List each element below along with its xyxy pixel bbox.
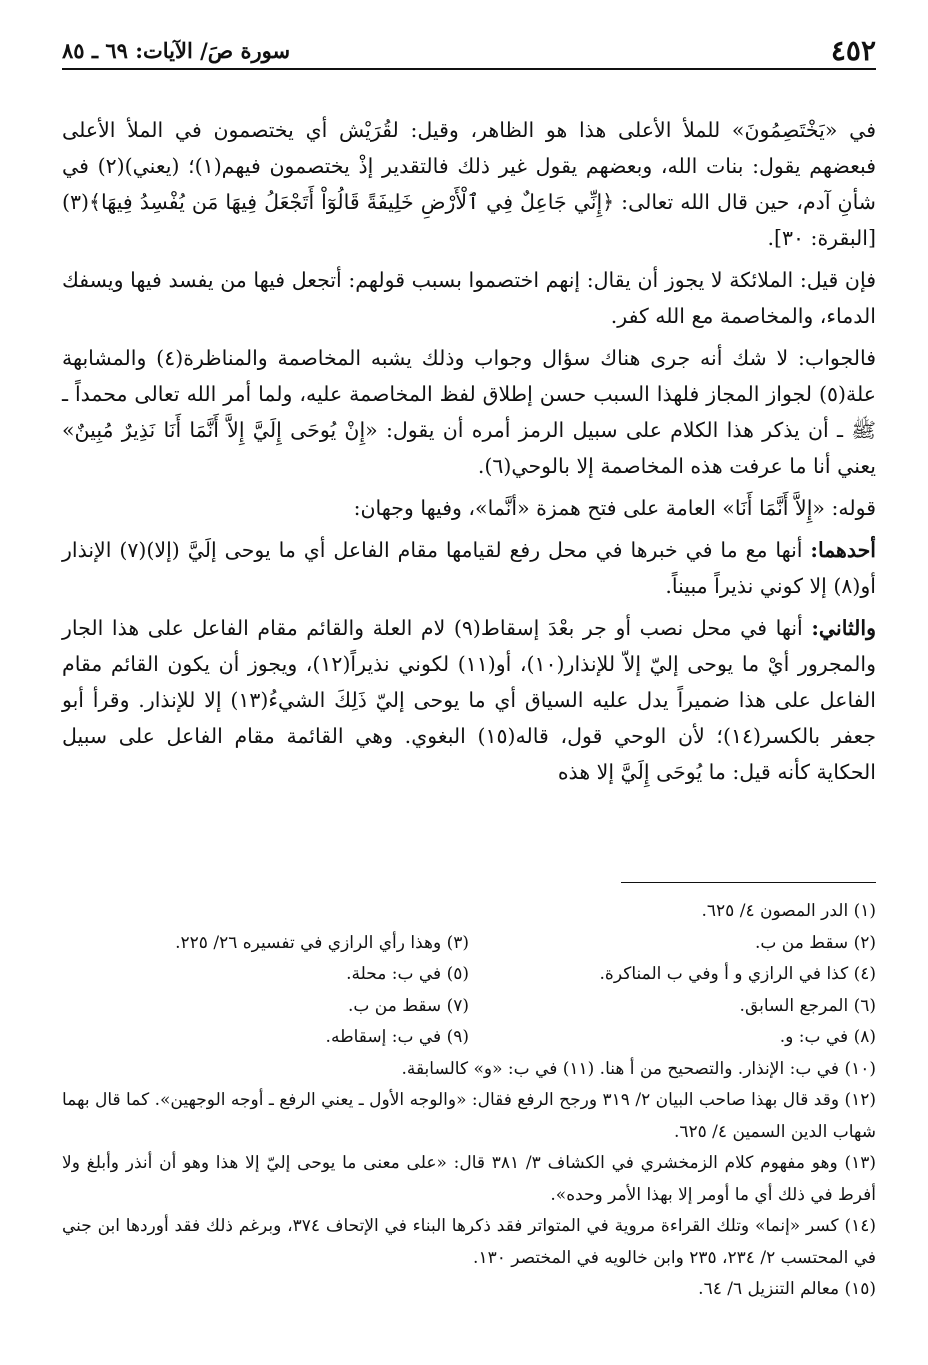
footnote: (٧) سقط من ب. [347, 995, 469, 1016]
footnotes [62, 896, 876, 1306]
paragraph-lead: أحدهما: [810, 538, 876, 562]
footnote: (١) الدر المصون ٤/ ٦٢٥. [701, 901, 876, 921]
footnote: (١٥) معالم التنزيل ٦/ ٦٤. [698, 1279, 876, 1299]
paragraph: فإن قيل: الملائكة لا يجوز أن يقال: إنهم اختصموا بسبب قولهم: أتجعل فيها من يفسد فيها ويسفك الدماء، والمخاصمة مع الله كفر. [62, 268, 876, 328]
footnote: (١٤) كسر «إنما» وتلك القراءة مروية في المتواتر فقد ذكرها البناء في الإتحاف ٣٧٤، وبرغم ذلك فقد أوردها ابن جني في المحتسب ٢/ ٢٣٤، ٢٣٥ وابن خالويه في المختصر ١٣٠. [62, 1216, 876, 1268]
paragraph: أحدهما: أنها مع ما في خبرها في محل رفع لقيامها مقام الفاعل أي ما يوحى إلَيَّ (إلا)(٧) الإنذار أو(٨) إلا كوني نذيراً مبيناً. [62, 538, 876, 598]
paragraph: قوله: «إِلاَّ أَنَّمَا أَنَا» العامة على فتح همزة «أنَّما»، وفيها وجهان: [353, 496, 876, 520]
footnote: (٨) في ب: و. [779, 1027, 876, 1047]
header-rule [62, 68, 876, 70]
paragraph: فالجواب: لا شك أنه جرى هناك سؤال وجواب وذلك يشبه المخاصمة والمناظرة(٤) والمشابهة علة(٥) لجواز المجاز فلهذا السبب حسن إطلاق لفظ المخاصمة عليه، ولما أمر الله تعالى محمداً ـ ﷺ ـ أن يذكر هذا الكلام على سبيل الرمز أمره أن يقول: «إِنْ يُوحَى إِلَيَّ إِلاَّ أَنَّمَا أَنَا نَذِيرٌ مُبِينٌ» يعني أنا ما عرفت هذه المخاصمة إلا بالوحي(٦). [62, 346, 877, 478]
footnote: (٩) في ب: إسقاطه. [325, 1027, 469, 1047]
paragraph-lead: والثاني: [811, 616, 876, 640]
footnote: (٢) سقط من ب. [754, 932, 876, 953]
footnote: (٣) وهذا رأي الرازي في تفسيره ٢٦/ ٢٢٥. [175, 932, 469, 953]
footnote: (١٢) وقد قال بهذا صاحب البيان ٢/ ٣١٩ ورجح الرفع فقال: «والوجه الأول ـ يعني الرفع ـ أوجه الوجهين». كما قال بهما شهاب الدين السمين ٤/ ٦٢٥. [62, 1090, 877, 1142]
footnote: (٥) في ب: محلة. [346, 964, 469, 984]
page-number: ٤٥٢ [830, 34, 876, 67]
footnote: (٤) كذا في الرازي و أ وفي ب المناكرة. [599, 964, 876, 984]
footnote: (١٣) وهو مفهوم كلام الزمخشري في الكشاف ٣/ ٣٨١ قال: «على معنى ما يوحى إليّ إلا هذا وهو أن أنذر وأبلغ ولا أفرط في ذلك أي ما أومر إلا بهذا الأمر وحده». [62, 1153, 876, 1205]
main-text [62, 112, 876, 796]
paragraph: والثاني: أنها في محل نصب أو جر بعْدَ إسقاط(٩) لام العلة والقائم مقام الفاعل على هذا الجار والمجرور أيْ ما يوحى إليّ إلاّ للإنذار(١٠)، أو(١١) لكوني نذيراً(١٢)، ويجوز أن يكون القائم مقام الفاعل على هذا ضميراً يدل عليه السياق أي ما يوحى إليّ ذَلِكَ الشيءُ(١٣) إلا للإنذار. وقرأ أبو جعفر بالكسر(١٤)؛ لأن الوحي قول، قاله(١٥) البغوي. وهي القائمة مقام الفاعل على سبيل الحكاية كأنه قيل: ما يُوحَى إِلَيَّ إلا هذه [62, 616, 877, 784]
running-title: سورة صَ/ الآيات: ٦٩ ـ ٨٥ [62, 38, 291, 63]
paragraph: في «يَخْتَصِمُونَ» للملأ الأعلى هذا هو الظاهر، وقيل: لقُرَيْش أي يختصمون في الملأ الأعلى فبعضهم يقول: بنات الله، وبعضهم يقول غير ذلك فالتقدير إذْ يختصمون فيهم(١)؛ (يعني)(٢) في شأنِ آدم، حين قال الله تعالى: ﴿إِنِّي جَاعِلٌ فِي ٱلْأَرْضِ خَلِيفَةً قَالُوٓاْ أَتَجْعَلُ فِيهَا مَن يُفْسِدُ فِيهَا﴾(٣) [البقرة: ٣٠]. [62, 118, 876, 250]
footnote-separator [621, 882, 876, 883]
footnote: (١٠) في ب: الإنذار. والتصحيح من أ هنا. (١١) في ب: «و» كالسابقة. [401, 1058, 876, 1079]
page-header [62, 30, 876, 70]
footnote: (٦) المرجع السابق. [739, 995, 876, 1016]
